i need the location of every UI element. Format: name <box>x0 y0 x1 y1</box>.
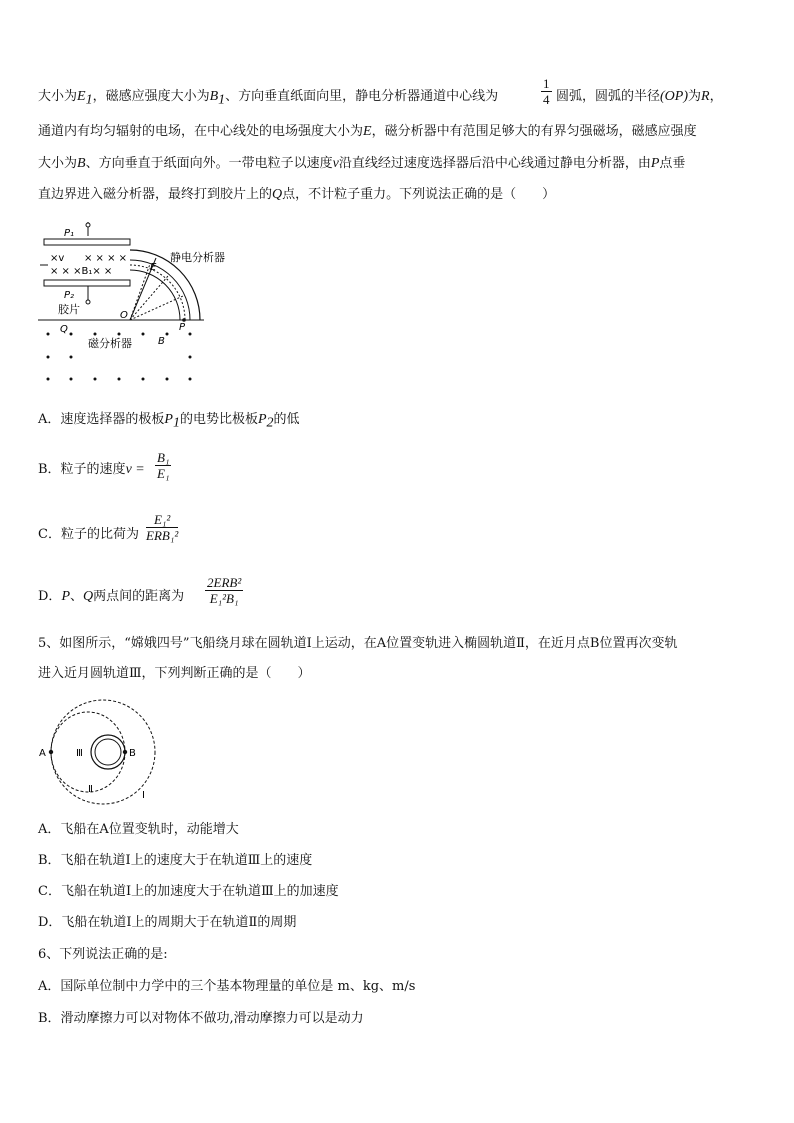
orbit-label-III: Ⅲ <box>76 748 83 759</box>
label-film: 胶片 <box>58 303 80 316</box>
label-cross-row1: × × × × <box>84 253 128 264</box>
q5-option-d: D．飞船在轨道Ⅰ上的周期大于在轨道Ⅱ的周期 <box>38 915 297 930</box>
q5-stem-2: 进入近月圆轨道Ⅲ，下列判断正确的是（ ） <box>38 666 311 681</box>
q4-option-d: D．P、Q两点间的距离为 <box>38 589 185 604</box>
q5-option-a: A．飞船在A位置变轨时，动能增大 <box>38 822 239 837</box>
q6-option-a: A．国际单位制中力学中的三个基本物理量的单位是 m、kg、m/s <box>38 979 416 994</box>
q4-line-4: 直边界进入磁分析器，最终打到胶片上的Q点，不计粒子重力。下列说法正确的是（ ） <box>38 187 556 202</box>
q4-line-2: 通道内有均匀辐射的电场，在中心线处的电场强度大小为E，磁分析器中有范围足够大的有界匀强磁场，磁感应强度 <box>38 124 697 139</box>
orbit-label-A: A <box>39 748 46 759</box>
label-E: E <box>150 262 157 273</box>
label-P: P <box>179 322 186 333</box>
q4-option-c: C．粒子的比荷为 <box>38 527 139 542</box>
q4-option-b: B．粒子的速度v = <box>38 462 145 477</box>
label-Q: Q <box>60 324 68 335</box>
q5-option-b: B．飞船在轨道Ⅰ上的速度大于在轨道Ⅲ上的速度 <box>38 853 313 868</box>
label-B: B <box>158 336 165 347</box>
q6-option-b: B．滑动摩擦力可以对物体不做功,滑动摩擦力可以是动力 <box>38 1011 364 1026</box>
q4-option-b-fraction: $\frac{\text{B₁}}{\text{E₁}}$ <box>157 450 170 481</box>
label-O: O <box>120 310 128 321</box>
q4-line-3: 大小为B、方向垂直于纸面向外。一带电粒子以速度v沿直线经过速度选择器后沿中心线通过静电分析器，由P点垂 <box>38 156 686 171</box>
q6-stem: 6、下列说法正确的是: <box>38 947 168 962</box>
orbit-label-B: B <box>129 748 136 759</box>
q4-quarter-fraction: $\frac{1}{4}$ <box>543 76 550 107</box>
q5-orbit-figure <box>36 700 166 812</box>
q5-option-c: C．飞船在轨道Ⅰ上的加速度大于在轨道Ⅲ上的加速度 <box>38 884 339 899</box>
q4-option-c-fraction: E₁² ERB₁² <box>146 512 179 543</box>
q4-line-1-tail: 圆弧，圆弧的半径(OP)为R， <box>556 89 723 104</box>
orbit-label-I: Ⅰ <box>142 790 145 801</box>
q4-line-1: 大小为$E_1$，磁感应强度大小为$B_1$、方向垂直纸面向里，静电分析器通道中心线为 <box>38 89 499 108</box>
label-cross-row2: × × ×B₁× × <box>50 266 113 277</box>
label-p2: P₂ <box>64 290 75 301</box>
label-v-row: ×v <box>50 253 65 264</box>
label-p1: P₁ <box>64 228 75 239</box>
label-msa: 磁分析器 <box>88 337 132 350</box>
q4-option-d-fraction: 2ERB² E₁²B₁ <box>207 575 242 606</box>
label-esa: 静电分析器 <box>170 251 225 264</box>
orbit-label-II: Ⅱ <box>88 784 93 795</box>
q4-option-a: A．速度选择器的极板$P_1$的电势比极板$P_2$的低 <box>38 412 300 431</box>
q4-figure <box>38 222 258 387</box>
q5-stem-1: 5、如图所示，“嫦娥四号”飞船绕月球在圆轨道Ⅰ上运动，在A位置变轨进入椭圆轨道Ⅱ，在近月点B位置再次变轨 <box>38 636 678 651</box>
